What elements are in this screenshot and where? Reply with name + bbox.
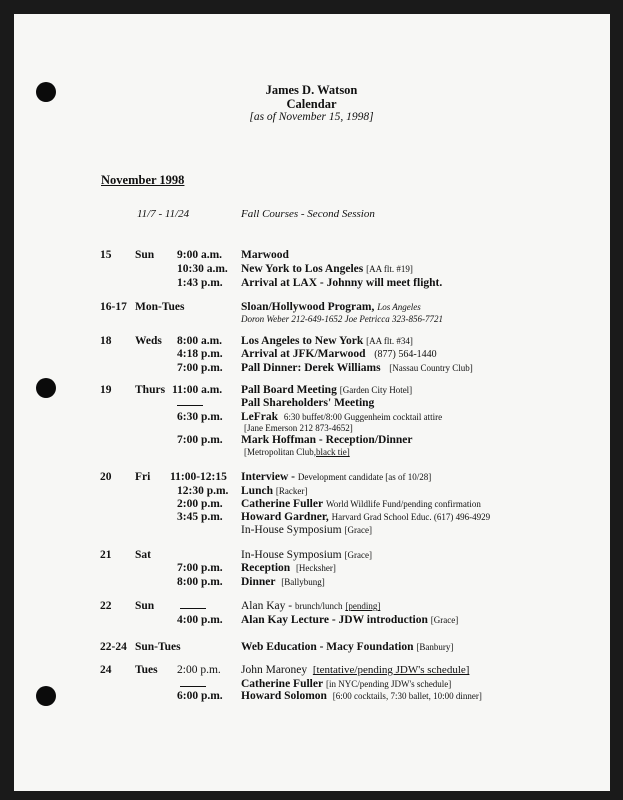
row-event: Interview - (241, 471, 295, 483)
row-time: 12:30 p.m. (177, 485, 229, 497)
row-time: 2:00 p.m. (177, 498, 223, 510)
row-event: In-House Symposium (241, 524, 342, 536)
row-event: Marwood (241, 249, 289, 261)
row-time: 11:00 a.m. (172, 384, 223, 396)
row-note: [Racker] (275, 486, 308, 496)
row-event: Pall Board Meeting (241, 384, 337, 396)
row-event: Dinner (241, 576, 276, 588)
row-note: [Grace] (344, 550, 372, 560)
month-heading: November 1998 (101, 173, 185, 187)
row-note: Development candidate [as of 10/28] (297, 472, 432, 482)
row-event: Arrival at JFK/Marwood (241, 348, 366, 360)
row-time: 8:00 a.m. (177, 335, 223, 347)
row-event: Howard Solomon (241, 690, 327, 702)
header-as-of: [as of November 15, 1998] (249, 111, 374, 123)
row-event: Catherine Fuller (241, 498, 324, 510)
row-day: 20 (100, 471, 112, 483)
row-time: 7:00 p.m. (177, 434, 223, 446)
row-note: [Nassau Country Club] (389, 363, 473, 373)
row-event: In-House Symposium (241, 549, 342, 561)
row-time: 10:30 a.m. (177, 263, 228, 275)
row-weekday: Sun (135, 600, 155, 612)
row-note: Harvard Grad School Educ. (617) 496-4929 (331, 512, 491, 522)
row-day: 16-17 (100, 301, 127, 313)
row-time: 6:30 p.m. (177, 411, 223, 423)
row-event: Web Education - Macy Foundation (241, 641, 414, 653)
fall-label: Fall Courses - Second Session (241, 208, 375, 220)
row-time: 11:00-12:15 (170, 471, 227, 483)
row-day: 21 (100, 549, 112, 561)
row-note-underlined: black tie] (316, 447, 350, 457)
row-note: [Grace] (430, 615, 459, 625)
row-event: Pall Dinner: Derek Williams (241, 362, 381, 374)
fall-dates: 11/7 - 11/24 (137, 208, 190, 220)
row-note: Los Angeles (377, 302, 421, 312)
row-note: [tentative/pending JDW's schedule] (312, 664, 470, 676)
row-weekday: Weds (135, 335, 162, 347)
row-day: 15 (100, 249, 112, 261)
row-note: Doron Weber 212-649-1652 Joe Petricca 323-856-7721 (241, 314, 444, 324)
row-weekday: Thurs (135, 384, 166, 396)
row-weekday: Tues (135, 664, 158, 676)
blank-time-line (177, 397, 203, 409)
row-note: [in NYC/pending JDW's schedule] (325, 679, 452, 689)
row-day: 22 (100, 600, 112, 612)
row-time: 6:00 p.m. (177, 690, 223, 702)
row-event: Lunch (241, 485, 273, 497)
row-event: Pall Shareholders' Meeting (241, 397, 375, 409)
row-weekday: Sun (135, 249, 155, 261)
row-day: 24 (100, 664, 112, 676)
row-time: 7:00 p.m. (177, 562, 223, 574)
row-note: [Grace] (344, 525, 372, 535)
row-note: [Banbury] (416, 642, 454, 652)
row-note: 6:30 buffet/8:00 Guggenheim cocktail attire (283, 412, 443, 422)
punch-hole (36, 378, 56, 398)
blank-time-line (180, 678, 206, 690)
blank-time-line (180, 600, 206, 612)
row-event: Arrival at LAX - Johnny will meet flight. (241, 277, 443, 289)
header-title: Calendar (286, 97, 337, 111)
row-day: 19 (100, 384, 112, 396)
row-event: Reception (241, 562, 291, 574)
row-note-underlined: [pending] (345, 601, 381, 611)
row-time: 2:00 p.m. (177, 664, 221, 676)
row-time: 9:00 a.m. (177, 249, 223, 261)
row-note: [Jane Emerson 212 873-4652] (244, 423, 353, 433)
row-event: LeFrak (241, 411, 279, 423)
row-event: Catherine Fuller (241, 678, 324, 690)
row-note: [Hecksher] (295, 563, 336, 573)
row-time: 4:18 p.m. (177, 348, 223, 360)
row-event: John Maroney (241, 664, 308, 676)
row-note: brunch/lunch (294, 601, 343, 611)
row-weekday: Mon-Tues (135, 301, 185, 313)
row-time: 4:00 p.m. (177, 614, 223, 626)
row-event: Alan Kay Lecture - JDW introduction (241, 614, 428, 626)
row-time: 7:00 p.m. (177, 362, 223, 374)
row-note: [AA flt. #19] (366, 264, 413, 274)
row-event: New York to Los Angeles (241, 263, 364, 275)
row-weekday: Fri (135, 471, 151, 483)
row-note: World Wildlife Fund/pending confirmation (325, 499, 481, 509)
row-event: Sloan/Hollywood Program, (241, 301, 375, 313)
row-weekday: Sun-Tues (135, 641, 181, 653)
row-event: Mark Hoffman - Reception/Dinner (241, 434, 413, 446)
row-note: (877) 564-1440 (374, 349, 437, 360)
row-note: [AA flt. #34] (366, 336, 413, 346)
row-event: Howard Gardner, (241, 511, 329, 523)
row-note: [Garden City Hotel] (339, 385, 413, 395)
row-note: [Metropolitan Club, (244, 447, 316, 457)
row-note: [6:00 cocktails, 7:30 ballet, 10:00 dinner] (332, 691, 482, 701)
punch-hole (36, 686, 56, 706)
row-day: 18 (100, 335, 112, 347)
row-day: 22-24 (100, 641, 127, 653)
row-event: Los Angeles to New York (241, 335, 364, 347)
row-time: 8:00 p.m. (177, 576, 223, 588)
row-weekday: Sat (135, 549, 151, 561)
row-time: 3:45 p.m. (177, 511, 223, 523)
header-name: James D. Watson (265, 83, 358, 97)
row-time: 1:43 p.m. (177, 277, 223, 289)
row-note: [Ballybung] (281, 577, 325, 587)
row-event: Alan Kay - (241, 600, 293, 612)
